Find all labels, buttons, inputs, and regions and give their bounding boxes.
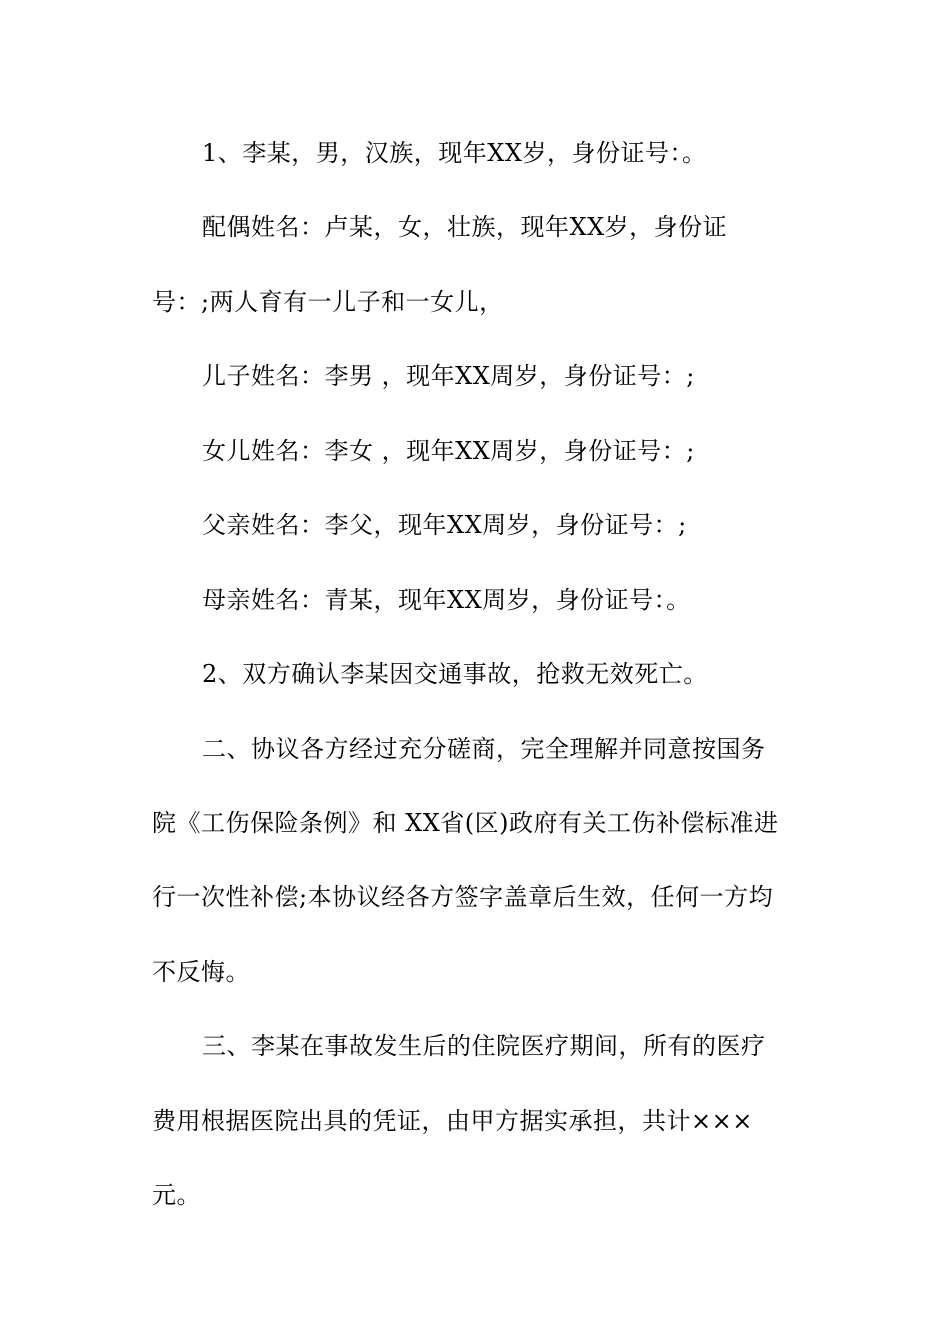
- paragraph-line-4: 儿子姓名：李男 ，现年XX周岁，身份证号：;: [202, 362, 695, 390]
- paragraph-line-12: 不反悔。: [152, 958, 250, 986]
- paragraph-line-2: 配偶姓名：卢某，女，壮族，现年XX岁，身份证: [202, 213, 728, 241]
- paragraph-line-7: 母亲姓名：青某，现年XX周岁，身份证号：。: [202, 586, 691, 614]
- paragraph-line-1: 1、李某，男，汉族，现年XX岁，身份证号：。: [202, 139, 707, 167]
- paragraph-line-11: 行一次性补偿;本协议经各方签字盖章后生效，任何一方均: [152, 883, 774, 911]
- paragraph-line-15: 元。: [152, 1181, 201, 1209]
- paragraph-line-8: 2、双方确认李某因交通事故，抢救无效死亡。: [202, 660, 708, 688]
- paragraph-line-9: 二、协议各方经过充分磋商，完全理解并同意按国务: [202, 735, 766, 763]
- paragraph-line-10: 院《工伤保险条例》和 XX省(区)政府有关工伤补偿标准进: [152, 809, 779, 837]
- paragraph-line-3: 号：;两人育有一儿子和一女儿，: [152, 288, 504, 316]
- paragraph-line-14: 费用根据医院出具的凭证，由甲方据实承担，共计×××: [152, 1107, 753, 1135]
- paragraph-line-6: 父亲姓名：李父，现年XX周岁，身份证号：;: [202, 511, 687, 539]
- paragraph-line-13: 三、李某在事故发生后的住院医疗期间，所有的医疗: [202, 1032, 766, 1060]
- paragraph-line-5: 女儿姓名：李女 ，现年XX周岁，身份证号：;: [202, 437, 695, 465]
